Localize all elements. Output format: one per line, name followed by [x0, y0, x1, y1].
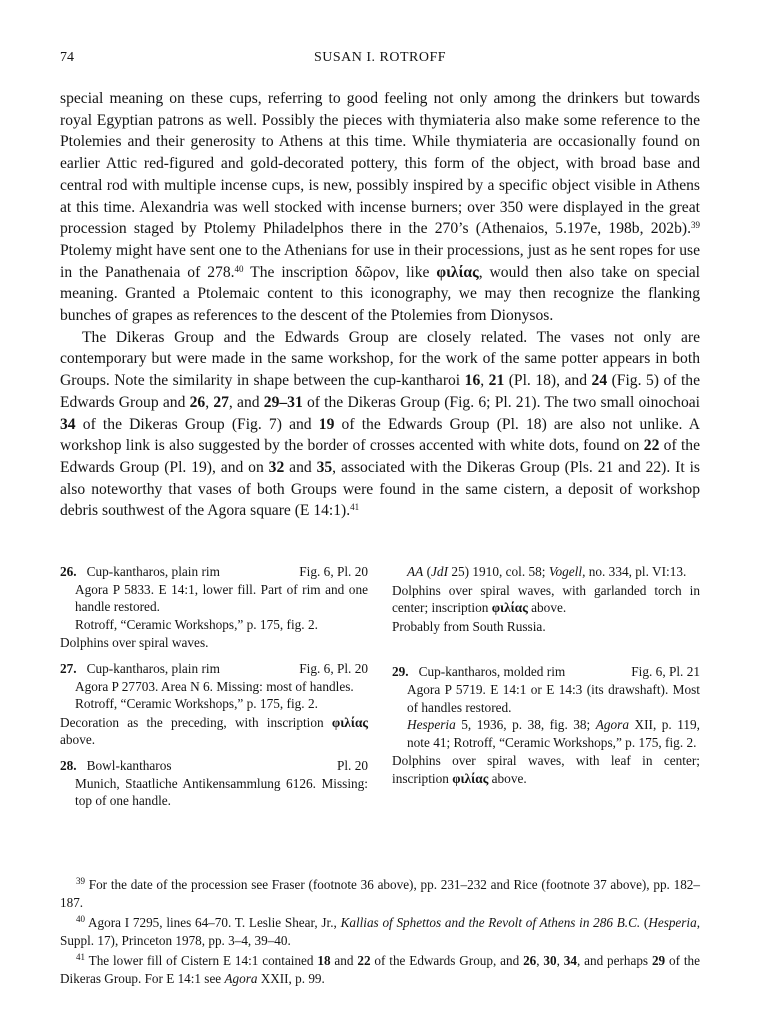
entry-title: Cup-kantharos, plain rim: [86, 564, 220, 579]
entry-line: Agora P 27703. Area N 6. Missing: most of handles.: [75, 678, 354, 694]
footnotes: [60, 876, 700, 991]
entry-number: 26.: [60, 564, 77, 579]
entry-line: Munich, Staatliche Antikensammlung 6126. Missing: top of one handle.: [75, 775, 368, 809]
catalog-entry-26: [60, 563, 368, 652]
entry-figure-ref: Pl. 20: [336, 757, 368, 773]
entry-figure-ref: Fig. 6, Pl. 21: [631, 664, 700, 680]
entry-title: Cup-kantharos, plain rim: [86, 660, 220, 676]
catalog-entry-28-continued: [392, 563, 700, 635]
entry-number: 29.: [392, 664, 409, 680]
page-header: [60, 50, 700, 74]
entry-line: Rotroff, “Ceramic Workshops,” p. 175, fig. 2.: [75, 616, 318, 632]
catalog-entry-27: [60, 660, 368, 749]
footnote-40: $^{40}$ Agora I 7295, lines 64–70. T. Leslie Shear, Jr., Kallias of Sphettos and the Revolt of Athens in 286 B.C. (Hesperia, Suppl. 17), Princeton 1978, pp. 3–4, 39–40.: [60, 914, 700, 948]
catalog-entry-29: [392, 663, 700, 787]
entry-description: Dolphins over spiral waves.: [60, 635, 209, 651]
paragraph-2: The Dikeras Group and the Edwards Group are closely related. The vases not only are contemporary but were made in the same workshop, for the work of the same potter appears in both Groups. Note the similarity in shape between the cup-kantharoi 16, 21 (Pl. 18), and 24 (Fig. 5) of the Edwards Group and 26, 27, and 29–31 of the Dikeras Group (Fig. 6; Pl. 21). The two small oinochoai 34 of the Dikeras Group (Fig. 7) and 19 of the Edwards Group (Pl. 18) are also not unlike. A workshop link is also suggested by the border of crosses accented with white dots, found on 22 of the Edwards Group (Pl. 19), and on 32 and 35, associated with the Dikeras Group (Pls. 21 and 22). It is also noteworthy that vases of both Groups were found in the same cistern, a deposit of workshop debris southwest of the Agora square (E 14:1).$^{41}$: [60, 328, 701, 520]
catalog-column-left: [60, 563, 368, 818]
entry-bibliography: AA (JdI 25) 1910, col. 58; Vogell, no. 334, pl. VI:13.: [407, 564, 687, 579]
entry-figure-ref: Fig. 6, Pl. 20: [299, 564, 368, 579]
entry-title: Bowl-kantharos: [86, 757, 172, 773]
footnote-39: $^{39}$ For the date of the procession see Fraser (footnote 36 above), pp. 231–232 and Rice (footnote 37 above), pp. 182–187.: [60, 876, 700, 910]
page-number: 74: [60, 50, 74, 65]
entry-figure-ref: Fig. 6, Pl. 20: [299, 660, 368, 676]
entry-bibliography: Hesperia 5, 1936, p. 38, fig. 38; Agora XII, p. 119, note 41; Rotroff, “Ceramic Workshops,” p. 175, fig. 2.: [407, 717, 700, 750]
catalog-column-right: [392, 563, 700, 796]
entry-number: 28.: [60, 757, 77, 773]
entry-line: Agora P 5833. E 14:1, lower fill. Part of rim and one handle restored.: [75, 581, 368, 615]
entry-description: Dolphins over spiral waves, with leaf in center; inscription φιλίας above.: [392, 753, 700, 786]
entry-description: Dolphins over spiral waves, with garlanded torch in center; inscription φιλίας above.: [392, 582, 700, 616]
entry-number: 27.: [60, 660, 77, 676]
entry-line: Rotroff, “Ceramic Workshops,” p. 175, fig. 2.: [75, 696, 318, 712]
running-head: SUSAN I. ROTROFF: [313, 50, 447, 65]
main-text: [60, 88, 700, 522]
entry-description: Decoration as the preceding, with inscription φιλίας above.: [60, 714, 368, 748]
entry-provenance: Probably from South Russia.: [392, 618, 546, 634]
entry-line: Agora P 5719. E 14:1 or E 14:3 (its drawshaft). Most of handles restored.: [407, 681, 700, 715]
entry-title: Cup-kantharos, molded rim: [418, 664, 566, 680]
paragraph-1: special meaning on these cups, referring to good feeling not only among the drinkers but towards royal Egyptian patrons as well. Possibly the pieces with thymiateria also make some reference to the Ptolemies and their generosity to Athens at this time. While thymiateria are occasionally found on earlier Attic red-figured and gold-decorated pottery, this form of the object, with broad base and central rod with multiple incense cups, is new, possibly inspired by a specific object visible in Athens at this time. Alexandria was well stocked with incense burners; over 350 were displayed in the great procession staged by Ptolemy Philadelphos there in the 270’s (Athenaios, 5.197e, 198b, 202b).$^{39}$ Ptolemy might have sent one to the Athenians for use in their processions, just as he sent ropes for use in the Panathenaia of 278.40 The inscription δῶρον, like φιλίας, would then also take on special meaning. Granted a Ptolemaic content to this iconography, we may then recognize the flanking bunches of grapes as references to the descent of the Ptolemies from Dionysos.: [60, 90, 700, 325]
catalog-entry-28: [60, 757, 368, 810]
footnote-41: $^{41}$ The lower fill of Cistern E 14:1 contained 18 and 22 of the Edwards Group, and 26, 30, 34, and perhaps 29 of the Dikeras Group. For E 14:1 see Agora XXII, p. 99.: [60, 952, 700, 986]
